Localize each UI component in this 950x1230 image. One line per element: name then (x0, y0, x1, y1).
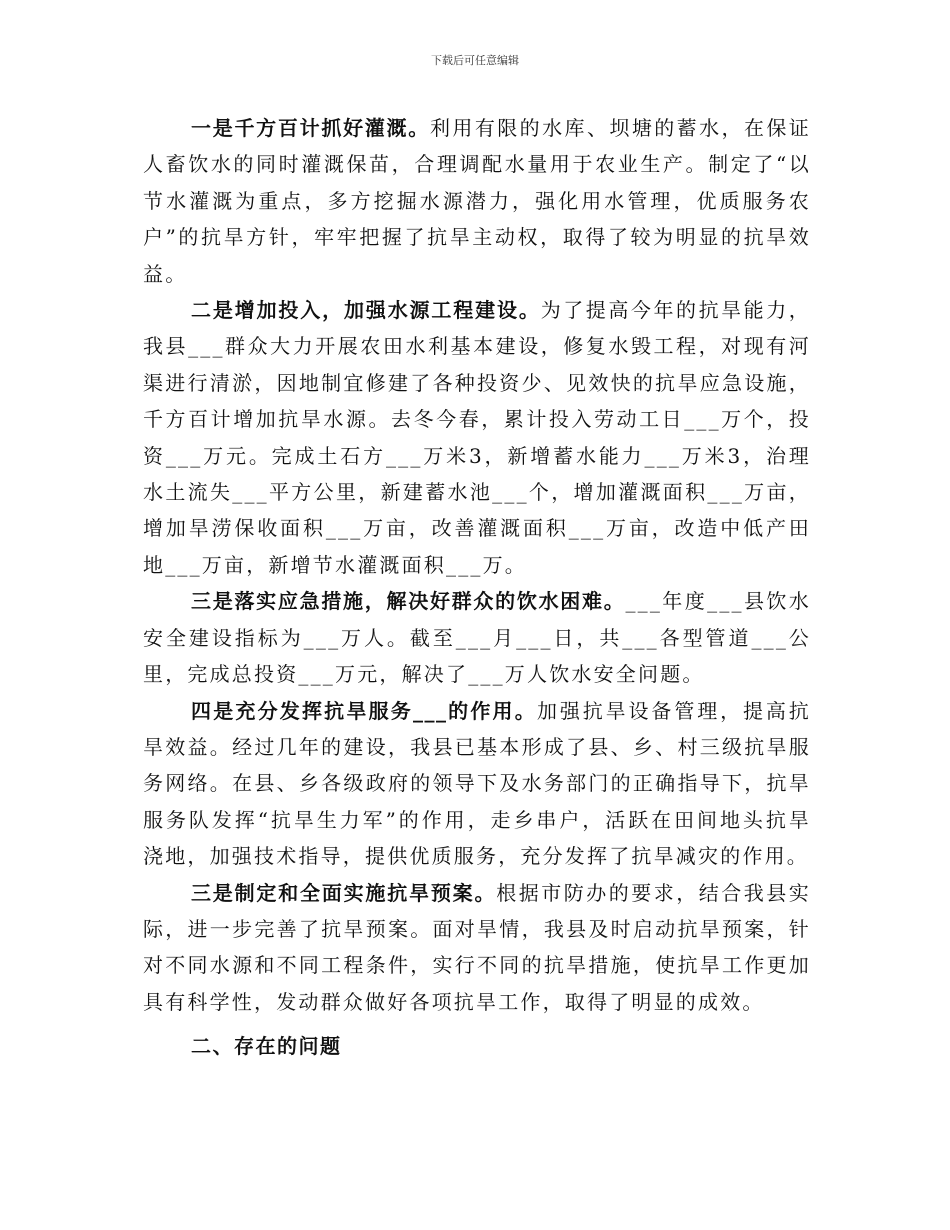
section-heading: 二、存在的问题 (191, 1034, 342, 1059)
document-body (143, 110, 811, 1065)
paragraph-lead: 三是制定和全面实施抗旱预案。 (191, 880, 497, 905)
paragraph-text: 加强抗旱设备管理，提高抗旱效益。经过几年的建设，我县已基本形成了县、乡、村三级抗旱服务网络。在县、乡各级政府的领导下及水务部门的正确指导下，抗旱服务队发挥“抗旱生力军”的作用，走乡串户，活跃在田间地头抗旱浇地，加强技术指导，提供优质服务，充分发挥了抗旱减灾的作用。 (143, 698, 812, 869)
paragraph-text: 利用有限的水库、坝塘的蓄水，在保证人畜饮水的同时灌溉保苗，合理调配水量用于农业生产。制定了“以节水灌溉为重点，多方挖掘水源潜力，强化用水管理，优质服务农户”的抗旱方针，牢牢把握了抗旱主动权，取得了较为明显的抗旱效益。 (143, 116, 811, 286)
paragraph-lead: 三是落实应急措施，解决好群众的饮水困难。 (191, 589, 626, 614)
paragraph-service (143, 693, 811, 875)
paragraph-lead: 一是千方百计抓好灌溉。 (191, 116, 430, 140)
paragraph-text: ___年度___县饮水安全建设指标为___万人。截至___月___日，共___各型管道___公里，完成总投资___万元，解决了___万人饮水安全问题。 (143, 589, 812, 687)
paragraph-lead: 四是充分发挥抗旱服务___的作用。 (191, 698, 537, 723)
paragraph-lead: 二是增加投入，加强水源工程建设。 (191, 298, 541, 323)
page-header-note: 下载后可任意编辑 (431, 54, 519, 67)
paragraph-text: 根据市防办的要求，结合我县实际，进一步完善了抗旱预案。面对旱情，我县及时启动抗旱预案，针对不同水源和不同工程条件，实行不同的抗旱措施，使抗旱工作更加具有科学性，发动群众做好各项抗旱工作，取得了明显的成效。 (143, 880, 811, 1014)
paragraph-investment (143, 292, 811, 583)
paragraph-plan (143, 875, 811, 1021)
paragraph-irrigation (143, 110, 811, 292)
paragraph-emergency (143, 583, 811, 692)
paragraph-text: 为了提高今年的抗旱能力，我县___群众大力开展农田水利基本建设，修复水毁工程，对现有河渠进行清淤，因地制宜修建了各种投资少、见效快的抗旱应急设施，千方百计增加抗旱水源。去冬今春，累计投入劳动工日___万个，投资___万元。完成土石方___万米3，新增蓄水能力___万米3，治理水土流失___平方公里，新建蓄水池___个，增加灌溉面积___万亩，增加旱涝保收面积___万亩，改善灌溉面积___万亩，改造中低产田地___万亩，新增节水灌溉面积___万。 (143, 298, 811, 577)
